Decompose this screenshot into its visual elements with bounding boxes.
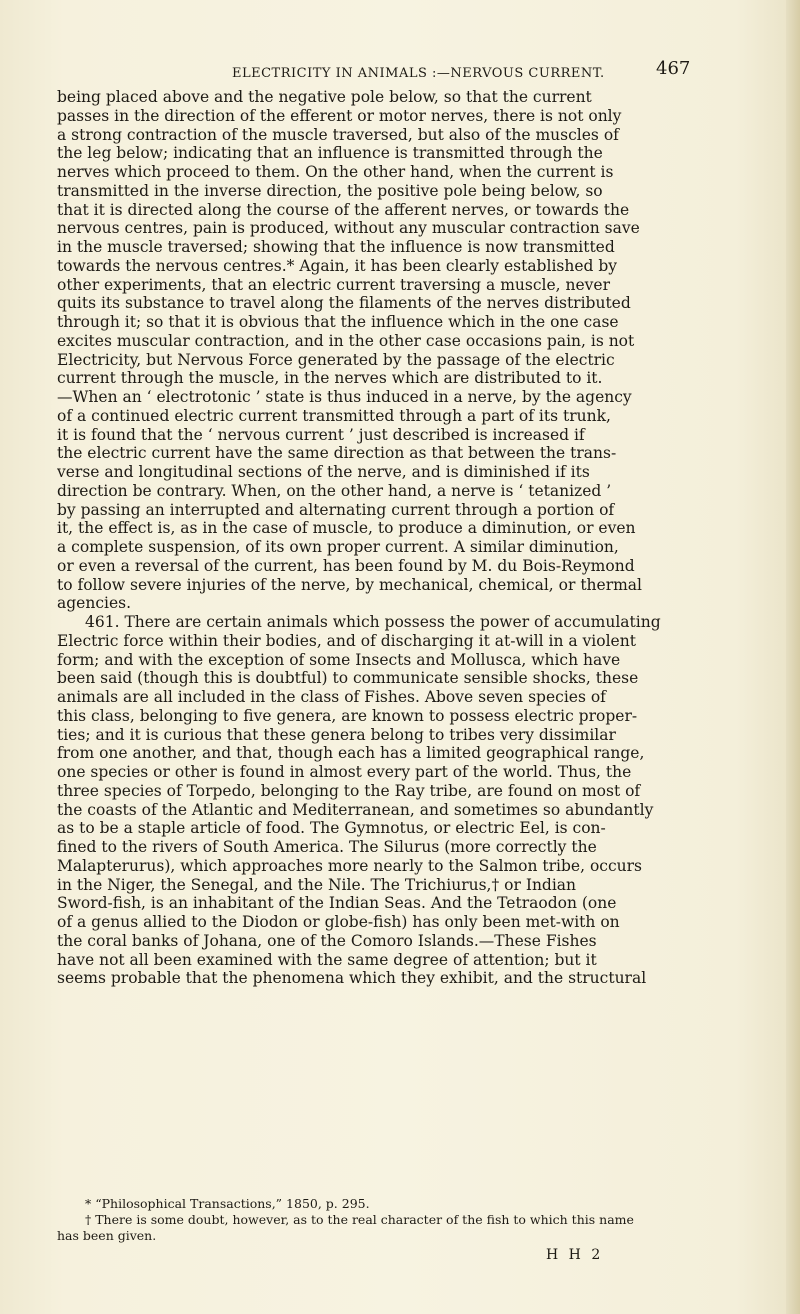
footnote-continuation: has been given. xyxy=(57,1228,157,1243)
text-line: in the Niger, the Senegal, and the Nile. The Trichiurus,† or Indian xyxy=(57,875,577,894)
text-line: it is found that the ‘ nervous current ’ just described is increased if xyxy=(57,425,585,444)
text-line: direction be contrary. When, on the other hand, a nerve is ‘ tetanized ’ xyxy=(57,481,612,500)
text-line: by passing an interrupted and alternating current through a portion of xyxy=(57,500,615,519)
section-start-line: 461. There are certain animals which possess the power of accumulating xyxy=(85,613,661,631)
page-header xyxy=(0,58,800,88)
text-line: to follow severe injuries of the nerve, by mechanical, chemical, or thermal xyxy=(57,575,643,594)
text-line: verse and longitudinal sections of the nerve, and is diminished if its xyxy=(57,463,590,481)
text-line: ties; and it is curious that these genera belong to tribes very dissimilar xyxy=(57,725,616,744)
text-line: Sword-fish, is an inhabitant of the Indian Seas. And the Tetraodon (one xyxy=(57,894,617,913)
text-line: the coasts of the Atlantic and Mediterranean, and sometimes so abundantly xyxy=(57,800,654,819)
text-line: the leg below; indicating that an influence is transmitted through the xyxy=(57,144,603,163)
text-line: from one another, and that, though each has a limited geographical range, xyxy=(57,744,645,763)
text-line: nerves which proceed to them. On the other hand, when the current is xyxy=(57,163,614,181)
page-edge xyxy=(786,0,800,1314)
text-line: three species of Torpedo, belonging to the Ray tribe, are found on most of xyxy=(57,781,641,800)
text-line: passes in the direction of the efferent or motor nerves, there is not only xyxy=(57,106,622,125)
text-line: one species or other is found in almost every part of the world. Thus, the xyxy=(57,763,632,781)
text-line: in the muscle traversed; showing that the influence is now transmitted xyxy=(57,238,615,256)
body-text xyxy=(57,88,773,988)
text-line: excites muscular contraction, and in the other case occasions pain, is not xyxy=(57,331,635,350)
text-line: the electric current have the same direction as that between the trans- xyxy=(57,444,617,463)
footnote: * “Philosophical Transactions,” 1850, p. 295. xyxy=(85,1196,370,1211)
text-line: Electricity, but Nervous Force generated by the passage of the electric xyxy=(57,350,615,369)
text-line: nervous centres, pain is produced, without any muscular contraction save xyxy=(57,219,640,238)
text-line: —When an ‘ electrotonic ’ state is thus induced in a nerve, by the agency xyxy=(57,388,632,406)
text-line: transmitted in the inverse direction, the positive pole being below, so xyxy=(57,181,603,200)
text-line: of a continued electric current transmitted through a part of its trunk, xyxy=(57,406,611,425)
text-line: other experiments, that an electric current traversing a muscle, never xyxy=(57,275,610,294)
text-line: of a genus allied to the Diodon or globe-fish) has only been met-with on xyxy=(57,913,620,931)
text-line: current through the muscle, in the nerves which are distributed to it. xyxy=(57,369,603,388)
text-line: being placed above and the negative pole below, so that the current xyxy=(57,88,592,106)
text-line: form; and with the exception of some Insects and Mollusca, which have xyxy=(57,650,621,669)
text-line: Malapterurus), which approaches more nearly to the Salmon tribe, occurs xyxy=(57,856,642,875)
text-line: Electric force within their bodies, and of discharging it at-will in a violent xyxy=(57,631,636,650)
text-line: animals are all included in the class of Fishes. Above seven species of xyxy=(57,688,606,706)
running-head: ELECTRICITY IN ANIMALS :—NERVOUS CURRENT. xyxy=(232,66,605,81)
text-line: have not all been examined with the same degree of attention; but it xyxy=(57,950,597,969)
signature-mark: H H 2 xyxy=(546,1247,604,1263)
text-line: as to be a staple article of food. The Gymnotus, or electric Eel, is con- xyxy=(57,819,606,838)
text-line: agencies. xyxy=(57,594,132,613)
text-line: seems probable that the phenomena which they exhibit, and the structural xyxy=(57,969,647,988)
text-line: this class, belonging to five genera, are known to possess electric proper- xyxy=(57,706,638,725)
text-line: a complete suspension, of its own proper current. A similar diminution, xyxy=(57,538,619,556)
page-number: 467 xyxy=(656,58,691,79)
text-line: quits its substance to travel along the filaments of the nerves distributed xyxy=(57,294,631,313)
text-line: been said (though this is doubtful) to communicate sensible shocks, these xyxy=(57,669,639,688)
text-line: a strong contraction of the muscle traversed, but also of the muscles of xyxy=(57,125,619,144)
text-line: that it is directed along the course of the afferent nerves, or towards the xyxy=(57,200,630,219)
text-line: or even a reversal of the current, has been found by M. du Bois-Reymond xyxy=(57,556,635,575)
text-line: the coral banks of Johana, one of the Comoro Islands.—These Fishes xyxy=(57,931,597,950)
text-line: it, the effect is, as in the case of muscle, to produce a diminution, or even xyxy=(57,519,636,538)
footnotes xyxy=(57,1196,773,1244)
text-line: through it; so that it is obvious that the influence which in the one case xyxy=(57,313,619,331)
text-line: towards the nervous centres.* Again, it has been clearly established by xyxy=(57,256,618,275)
footnote: † There is some doubt, however, as to the real character of the fish to which this name xyxy=(85,1212,634,1227)
text-line: fined to the rivers of South America. The Silurus (more correctly the xyxy=(57,838,597,856)
